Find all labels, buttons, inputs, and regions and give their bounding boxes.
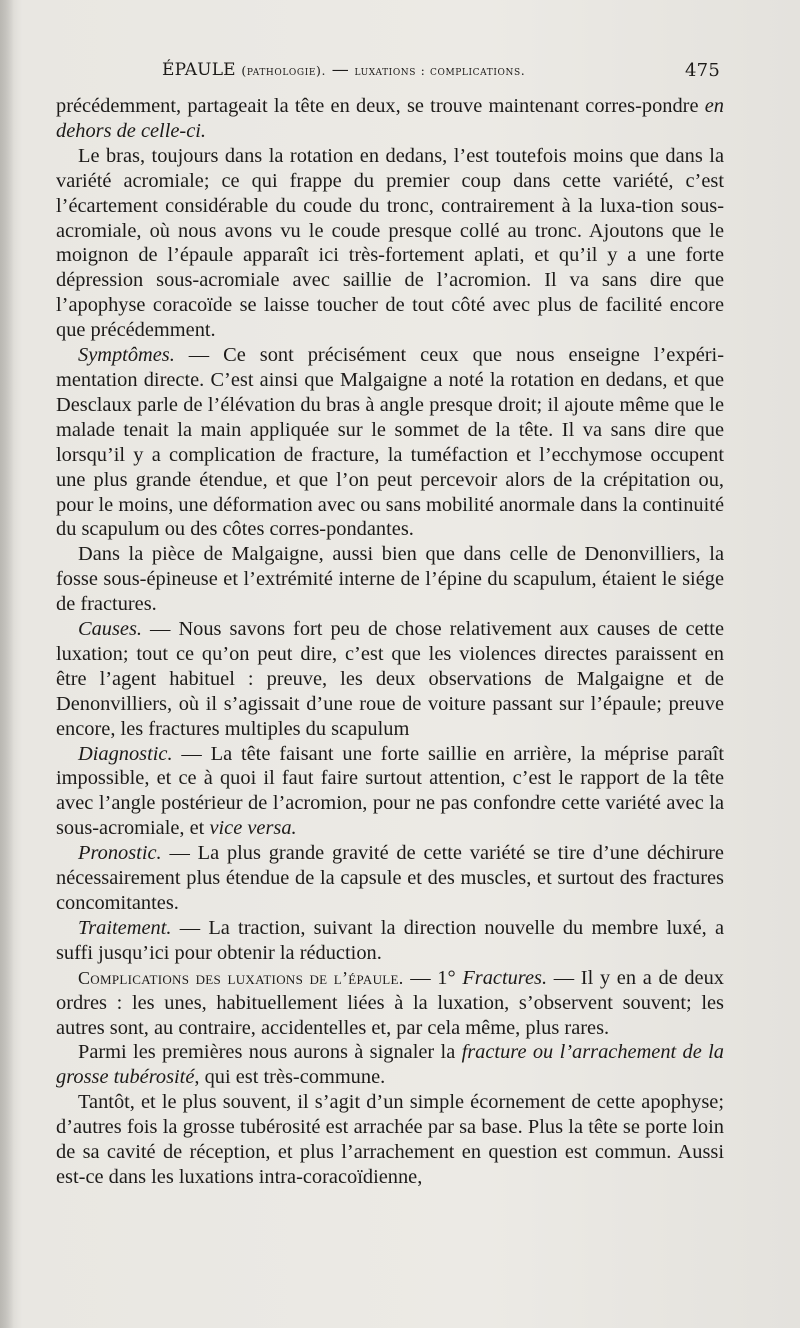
paragraph-causes [56, 617, 724, 742]
header-title-rest: luxations : complications. [354, 63, 526, 78]
paragraph-11 [56, 1090, 724, 1190]
p1-text: précédemment, partageait la tête en deux, se trouve maintenant corres-pondre [56, 95, 705, 117]
p2-text: Le bras, toujours dans la rotation en dedans, l’est toutefois moins que dans la variété acromiale; ce qui frappe du premier coup dans cette variété, c’est l’écartement considérable du coude du tronc, contrairement à la luxa-tion sous-acromiale, où nous avons vu le coude presque collé au tronc. Ajoutons que le moignon de l’épaule apparaît ici très-fortement aplati, et qu’il y a une forte dépression sous-acromiale avec saillie de l’acromion. Il va sans dire que l’apophyse coracoïde se laisse toucher de tout côté avec plus de facilité encore que précédemment. [56, 144, 724, 342]
p8-text: — La traction, suivant la direction nouvelle du membre luxé, a suffi jusqu’ici pour obtenir la réduction. [56, 916, 724, 964]
body-text [56, 94, 724, 1190]
paragraph-4 [56, 542, 724, 617]
page-number: 475 [685, 60, 720, 81]
paragraph-symptomes [56, 343, 724, 542]
p6-italic: vice versa. [209, 817, 297, 840]
p5-text: — Nous savons fort peu de chose relativement aux causes de cette luxation; tout ce qu’on peut dire, c’est que les violences directes paraissent en être l’agent habituel : preuve, les deux observations de Malgaigne et de Denonvilliers, où il s’agissait d’une roue de voiture passant sur l’épaule; preuve encore, les fractures multiples du scapulum [56, 618, 724, 740]
label-causes: Causes. [78, 618, 143, 641]
p4-text: Dans la pièce de Malgaigne, aussi bien que dans celle de Denonvilliers, la fosse sous-épineuse et l’extrémité interne de l’épine du scapulum, étaient le siége de fractures. [56, 543, 724, 616]
paragraph-1 [56, 94, 724, 144]
p7-text: — La plus grande gravité de cette variété se tire d’une déchirure nécessairement plus étendue de la capsule et des muscles, et surtout des fractures concomitantes. [56, 842, 724, 914]
p9-italic: Fractures. [462, 966, 548, 989]
page-spine-shadow [0, 0, 14, 1328]
p11-text: Tantôt, et le plus souvent, il s’agit d’un simple écornement de cette apophyse; d’autres fois la grosse tubérosité est arrachée par sa base. Plus la tête se porte loin de sa cavité de réception, et plus l’arrachement en question est commun. Aussi est-ce dans les luxations intra-coracoïdienne, [56, 1091, 724, 1188]
label-symptomes: Symptômes. [78, 344, 175, 367]
p10-italic: fracture ou l’arrachement de la grosse tubérosité [56, 1041, 724, 1089]
p6-text: — La tête faisant une forte saillie en arrière, la méprise paraît impossible, et ce à quoi il faut faire surtout attention, c’est le rapport de la tête avec l’angle postérieur de l’acromion, pour ne pas confondre cette variété avec la sous-acromiale, et [56, 742, 724, 840]
paragraph-10 [56, 1040, 724, 1090]
header-title-dash: — [331, 60, 349, 80]
p10-end: , qui est très-commune. [194, 1066, 386, 1089]
label-diagnostic: Diagnostic. [78, 742, 173, 765]
header-title-paren: (pathologie). [241, 63, 327, 78]
header-title-main: ÉPAULE [162, 60, 236, 80]
p10-text: Parmi les premières nous aurons à signaler la [78, 1041, 462, 1064]
running-header [58, 60, 720, 88]
running-title [162, 60, 525, 80]
label-complications: Complications des luxations de l’épaule. [78, 967, 404, 988]
p3-text: — Ce sont précisément ceux que nous enseigne l’expéri-mentation directe. C’est ainsi que Malgaigne a noté la rotation en dedans, et que Desclaux parle de l’élévation du bras à angle presque droit; il ajoute même que le malade tenait la main appliquée sur le sommet de la tête. Il va sans dire que lorsqu’il y a complication de fracture, la tuméfaction et l’ecchymose occupent une plus grande étendue, et que l’on peut percevoir alors de la crépitation ou, pour le moins, une déformation avec ou sans mobilité anormale dans la continuité du scapulum ou des côtes corres-pondantes. [56, 344, 724, 541]
p9-dash: — 1° [403, 966, 463, 989]
paragraph-pronostic [56, 841, 724, 916]
paragraph-complications [56, 966, 724, 1041]
label-traitement: Traitement. [78, 916, 172, 939]
paragraph-traitement [56, 916, 724, 966]
paragraph-diagnostic [56, 742, 724, 842]
p1-italic: en dehors de celle-ci. [56, 95, 724, 142]
p9-text: — Il y en a de deux ordres : les unes, habituellement liées à la luxation, s’observent souvent; les autres sont, au contraire, accidentelles et, par cela même, plus rares. [56, 966, 724, 1039]
label-pronostic: Pronostic. [78, 842, 162, 865]
paragraph-2 [56, 144, 724, 343]
